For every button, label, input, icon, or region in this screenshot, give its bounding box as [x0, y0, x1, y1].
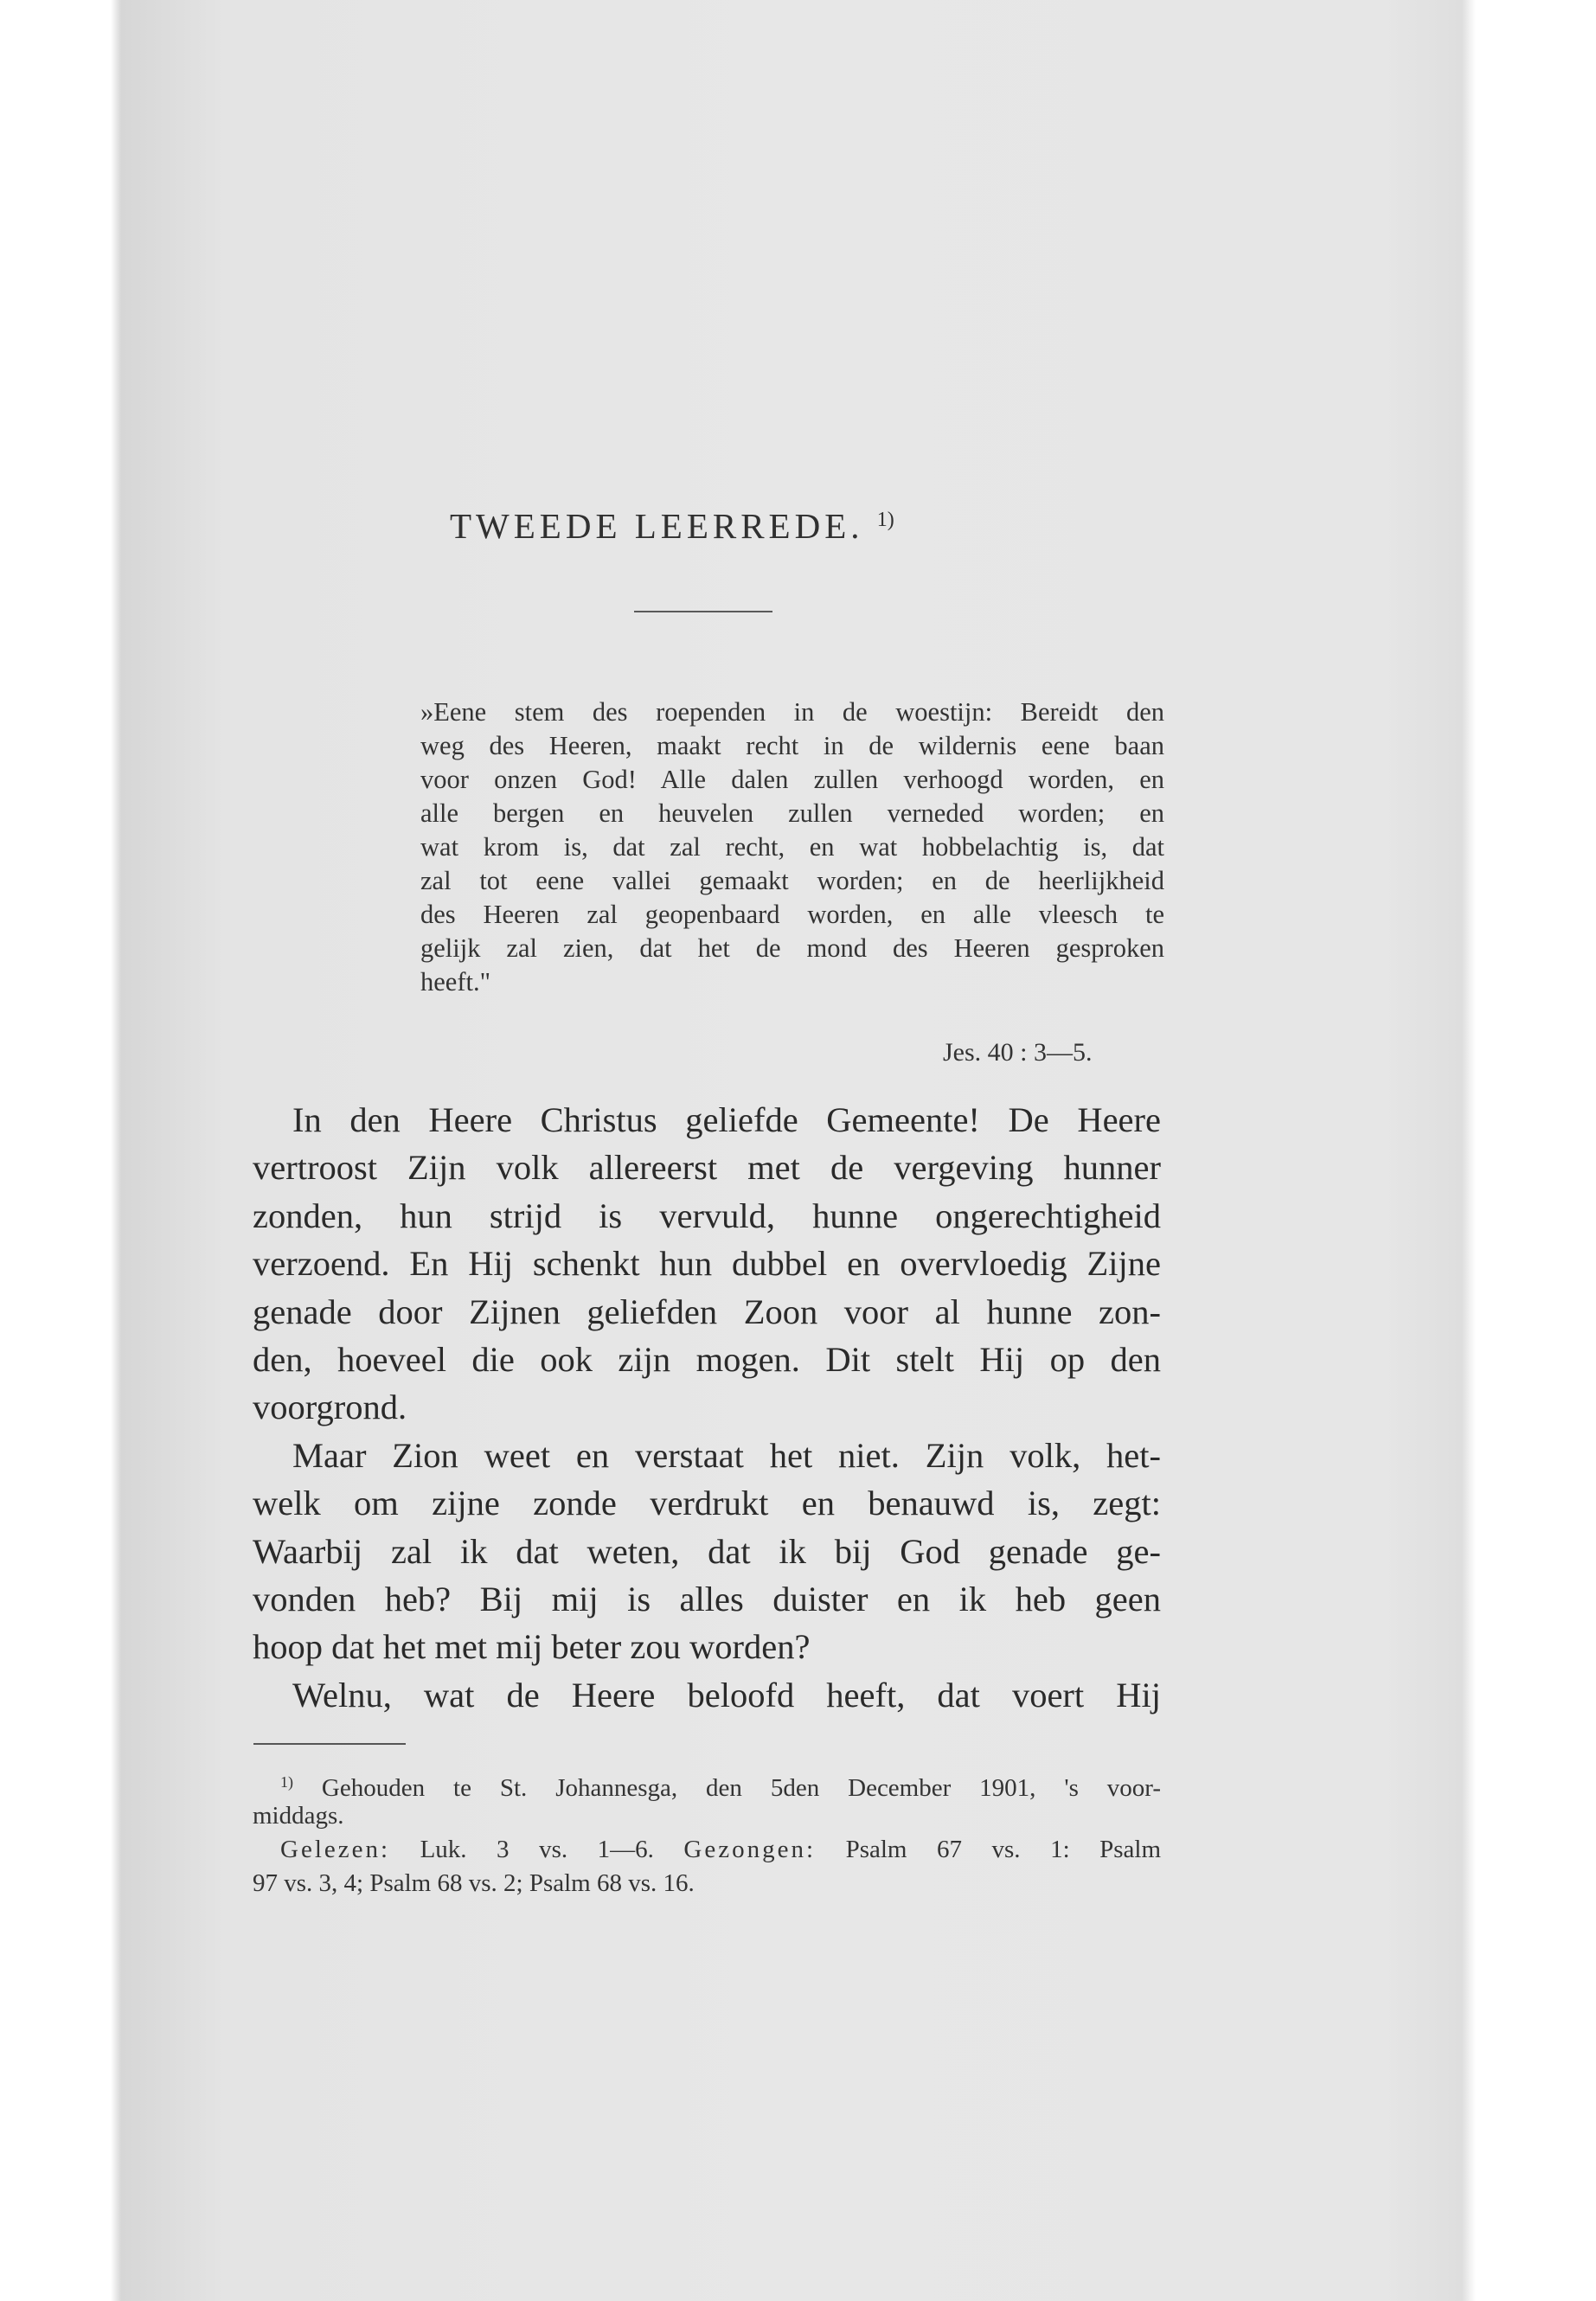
body-line: Waarbij zal ik dat weten, dat ik bij God genade ge- [253, 1531, 1161, 1571]
footnote-line: 97 vs. 3, 4; Psalm 68 vs. 2; Psalm 68 vs. 16. [253, 1869, 695, 1897]
footnote-divider [253, 1743, 406, 1745]
body-line: In den Heere Christus geliefde Gemeente! De Heere [292, 1100, 1161, 1139]
epigraph [420, 695, 1164, 999]
body-line: welk om zijne zonde verdrukt en benauwd is, zegt: [253, 1484, 1161, 1523]
epigraph-line: wat krom is, dat zal recht, en wat hobbelachtig is, dat [420, 832, 1164, 862]
title-divider [634, 611, 772, 612]
footnote-text: Gehouden te St. Johannesga, den 5den December 1901, 's voor- [321, 1774, 1162, 1802]
read-text: Luk. 3 vs. 1—6. [420, 1836, 654, 1863]
footnote-line: middags. [253, 1802, 344, 1830]
epigraph-line: zal tot eene vallei gemaakt worden; en de heerlijkheid [420, 866, 1164, 895]
body-line: voorgrond. [253, 1388, 407, 1427]
body-line: vonden heb? Bij mij is alles duister en ik heb geen [253, 1579, 1161, 1618]
footnote-line [253, 1833, 1161, 1867]
epigraph-line: alle bergen en heuvelen zullen verneded worden; en [420, 798, 1164, 828]
epigraph-line: gelijk zal zien, dat het de mond des Heeren gesproken [420, 933, 1164, 963]
body-line: verzoend. En Hij schenkt hun dubbel en overvloedig Zijne [253, 1244, 1161, 1284]
body-line: den, hoeveel die ook zijn mogen. Dit stelt Hij op den [253, 1339, 1161, 1379]
sermon-body [253, 1096, 1161, 1719]
body-line: zonden, hun strijd is vervuld, hunne ongerechtigheid [253, 1195, 1161, 1235]
read-label: Gelezen: [280, 1836, 391, 1863]
body-line: Welnu, wat de Heere beloofd heeft, dat voert Hij [292, 1675, 1161, 1715]
sung-text: Psalm 67 vs. 1: Psalm [845, 1836, 1162, 1863]
body-line: vertroost Zijn volk allereerst met de vergeving hunner [253, 1148, 1161, 1188]
footnotes [253, 1766, 1161, 1900]
footnote-mark: 1) [280, 1773, 293, 1791]
title-footnote-mark: 1) [876, 509, 894, 531]
sung-label: Gezongen: [683, 1836, 817, 1863]
epigraph-line: voor onzen God! Alle dalen zullen verhoogd worden, en [420, 765, 1164, 794]
epigraph-line: heeft." [420, 967, 491, 997]
footnote-line [253, 1766, 1162, 1802]
body-line: hoop dat het met mij beter zou worden? [253, 1627, 811, 1667]
epigraph-line: des Heeren zal geopenbaard worden, en alle vleesch te [420, 900, 1164, 929]
body-line: genade door Zijnen geliefden Zoon voor al hunne zon- [253, 1292, 1161, 1331]
sermon-title [450, 505, 986, 547]
epigraph-line: »Eene stem des roependen in de woestijn: Bereidt den [420, 697, 1164, 727]
epigraph-line: weg des Heeren, maakt recht in de wildernis eene baan [420, 731, 1164, 760]
title-text: TWEEDE LEERREDE. [450, 506, 864, 546]
scripture-reference: Jes. 40 : 3—5. [943, 1038, 1093, 1067]
body-line: Maar Zion weet en verstaat het niet. Zijn volk, het- [292, 1435, 1161, 1475]
